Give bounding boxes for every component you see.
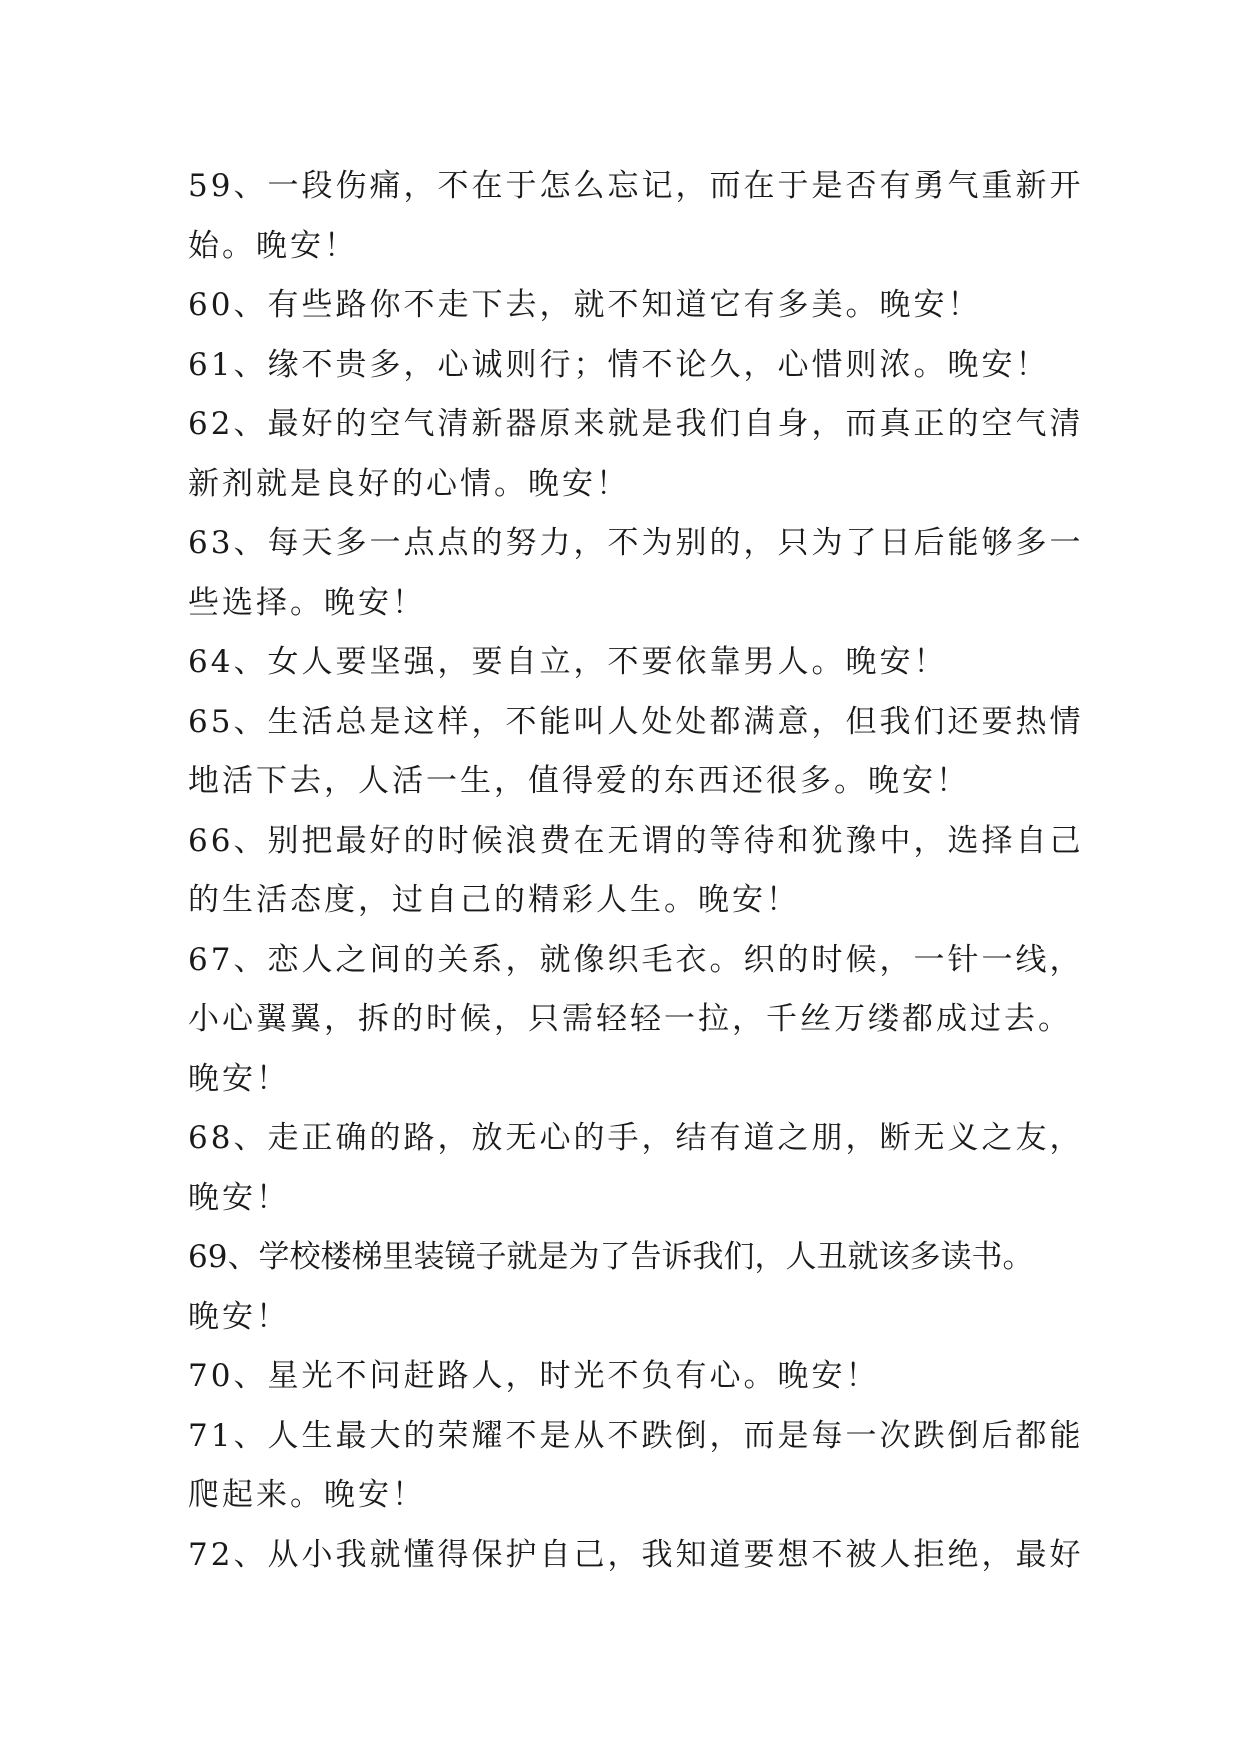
text-line: 68、走正确的路，放无心的手，结有道之朋，断无义之友， <box>188 1120 1084 1156</box>
text-line: 69、学校楼梯里装镜子就是为了告诉我们，人丑就该多读书。 <box>188 1239 1034 1275</box>
text-line: 新剂就是良好的心情。晚安！ <box>188 465 630 502</box>
text-line: 地活下去，人活一生，值得爱的东西还很多。晚安！ <box>188 763 970 799</box>
text-line: 晚安！ <box>188 1179 290 1216</box>
text-line: 的生活态度，过自己的精彩人生。晚安！ <box>188 882 800 918</box>
text-line: 62、最好的空气清新器原来就是我们自身，而真正的空气清 <box>188 406 1084 442</box>
text-line: 爬起来。晚安！ <box>188 1477 426 1513</box>
text-line: 60、有些路你不走下去，就不知道它有多美。晚安！ <box>188 287 982 323</box>
text-line: 小心翼翼，拆的时候，只需轻轻一拉，千丝万缕都成过去。 <box>188 1001 1072 1037</box>
text-line: 晚安！ <box>188 1298 290 1335</box>
text-line: 64、女人要坚强，要自立，不要依靠男人。晚安！ <box>188 644 948 680</box>
text-line: 72、从小我就懂得保护自己，我知道要想不被人拒绝，最好 <box>188 1536 1084 1573</box>
text-line: 67、恋人之间的关系，就像织毛衣。织的时候，一针一线， <box>188 941 1084 978</box>
text-line: 59、一段伤痛，不在于怎么忘记，而在于是否有勇气重新开 <box>188 168 1084 204</box>
text-line: 些选择。晚安！ <box>188 584 426 621</box>
text-line: 71、人生最大的荣耀不是从不跌倒，而是每一次跌倒后都能 <box>188 1417 1084 1454</box>
text-line: 63、每天多一点点的努力，不为别的，只为了日后能够多一 <box>188 525 1084 561</box>
text-line: 61、缘不贵多，心诚则行；情不论久，心惜则浓。晚安！ <box>188 346 1050 383</box>
text-line: 65、生活总是这样，不能叫人处处都满意，但我们还要热情 <box>188 703 1084 740</box>
document-body <box>188 157 1084 1585</box>
text-line: 始。晚安！ <box>188 227 358 264</box>
text-line: 66、别把最好的时候浪费在无谓的等待和犹豫中，选择自己 <box>188 822 1084 859</box>
text-line: 晚安！ <box>188 1060 290 1097</box>
text-line: 70、星光不问赶路人，时光不负有心。晚安！ <box>188 1358 880 1394</box>
